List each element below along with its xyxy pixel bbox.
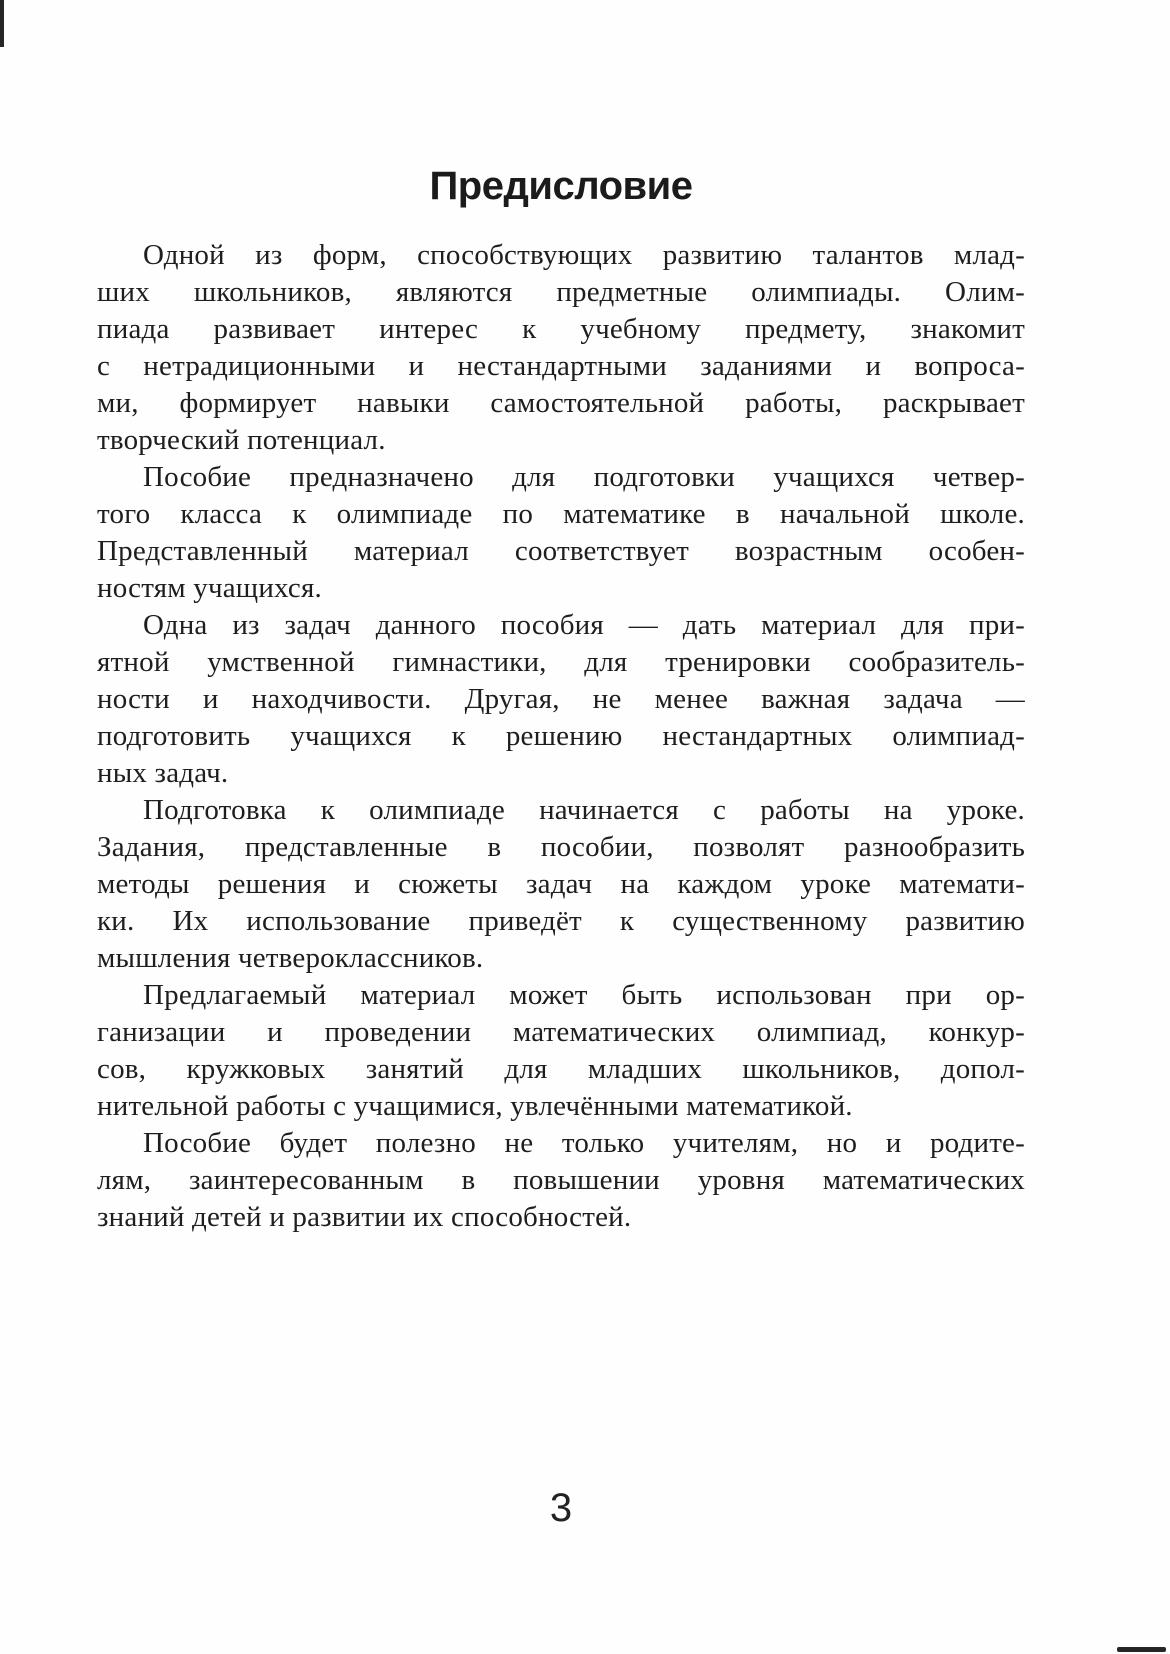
- text-line: Одна из задач данного пособия — дать материал для при-: [143, 609, 1025, 641]
- text-line: ших школьников, являются предметные олимпиады. Олим-: [97, 276, 1025, 308]
- text-line: нительной работы с учащимися, увлечёнными математикой.: [97, 1090, 853, 1122]
- paragraph: [97, 607, 1025, 792]
- text-line: ятной умственной гимнастики, для тренировки сообразитель-: [97, 646, 1025, 678]
- page-number: 3: [549, 1486, 573, 1530]
- paragraph: [97, 459, 1025, 607]
- text-line: пиада развивает интерес к учебному предмету, знакомит: [97, 313, 1025, 345]
- scan-artifact-bottom-right-bar: [1117, 1647, 1166, 1652]
- text-line: ностям учащихся.: [97, 572, 322, 604]
- text-line: Пособие будет полезно не только учителям, но и родите-: [143, 1127, 1025, 1159]
- text-line: мышления четвероклассников.: [97, 942, 484, 974]
- paragraph: [97, 977, 1025, 1125]
- page-title: Предисловие: [429, 163, 693, 208]
- text-line: ганизации и проведении математических олимпиад, конкур-: [97, 1016, 1025, 1048]
- text-line: подготовить учащихся к решению нестандартных олимпиад-: [97, 720, 1025, 752]
- text-line: Предлагаемый материал может быть использован при ор-: [143, 979, 1025, 1011]
- text-line: ми, формирует навыки самостоятельной работы, раскрывает: [97, 387, 1025, 419]
- text-line: того класса к олимпиаде по математике в начальной школе.: [97, 498, 1025, 530]
- text-line: знаний детей и развитии их способностей.: [97, 1201, 632, 1233]
- text-line: Подготовка к олимпиаде начинается с работы на уроке.: [143, 794, 1025, 826]
- text-line: ных задач.: [97, 757, 229, 789]
- text-line: Одной из форм, способствующих развитию талантов млад-: [143, 239, 1025, 271]
- text-line: ности и находчивости. Другая, не менее важная задача —: [97, 683, 1025, 715]
- text-line: Задания, представленные в пособии, позволят разнообразить: [97, 831, 1025, 863]
- scan-artifact-top-left-bar: [0, 0, 4, 47]
- text-line: Представленный материал соответствует возрастным особен-: [97, 535, 1025, 567]
- body-text: [97, 237, 1025, 1236]
- paragraph: [97, 237, 1025, 459]
- text-line: лям, заинтересованным в повышении уровня математических: [97, 1164, 1025, 1196]
- text-line: ки. Их использование приведёт к существенному развитию: [97, 905, 1025, 937]
- text-line: с нетрадиционными и нестандартными заданиями и вопроса-: [97, 350, 1025, 382]
- text-line: методы решения и сюжеты задач на каждом уроке математи-: [97, 868, 1025, 900]
- text-line: сов, кружковых занятий для младших школьников, допол-: [97, 1053, 1025, 1085]
- text-line: творческий потенциал.: [97, 424, 386, 456]
- text-line: Пособие предназначено для подготовки учащихся четвер-: [143, 461, 1025, 493]
- paragraph: [97, 792, 1025, 977]
- paragraph: [97, 1125, 1025, 1236]
